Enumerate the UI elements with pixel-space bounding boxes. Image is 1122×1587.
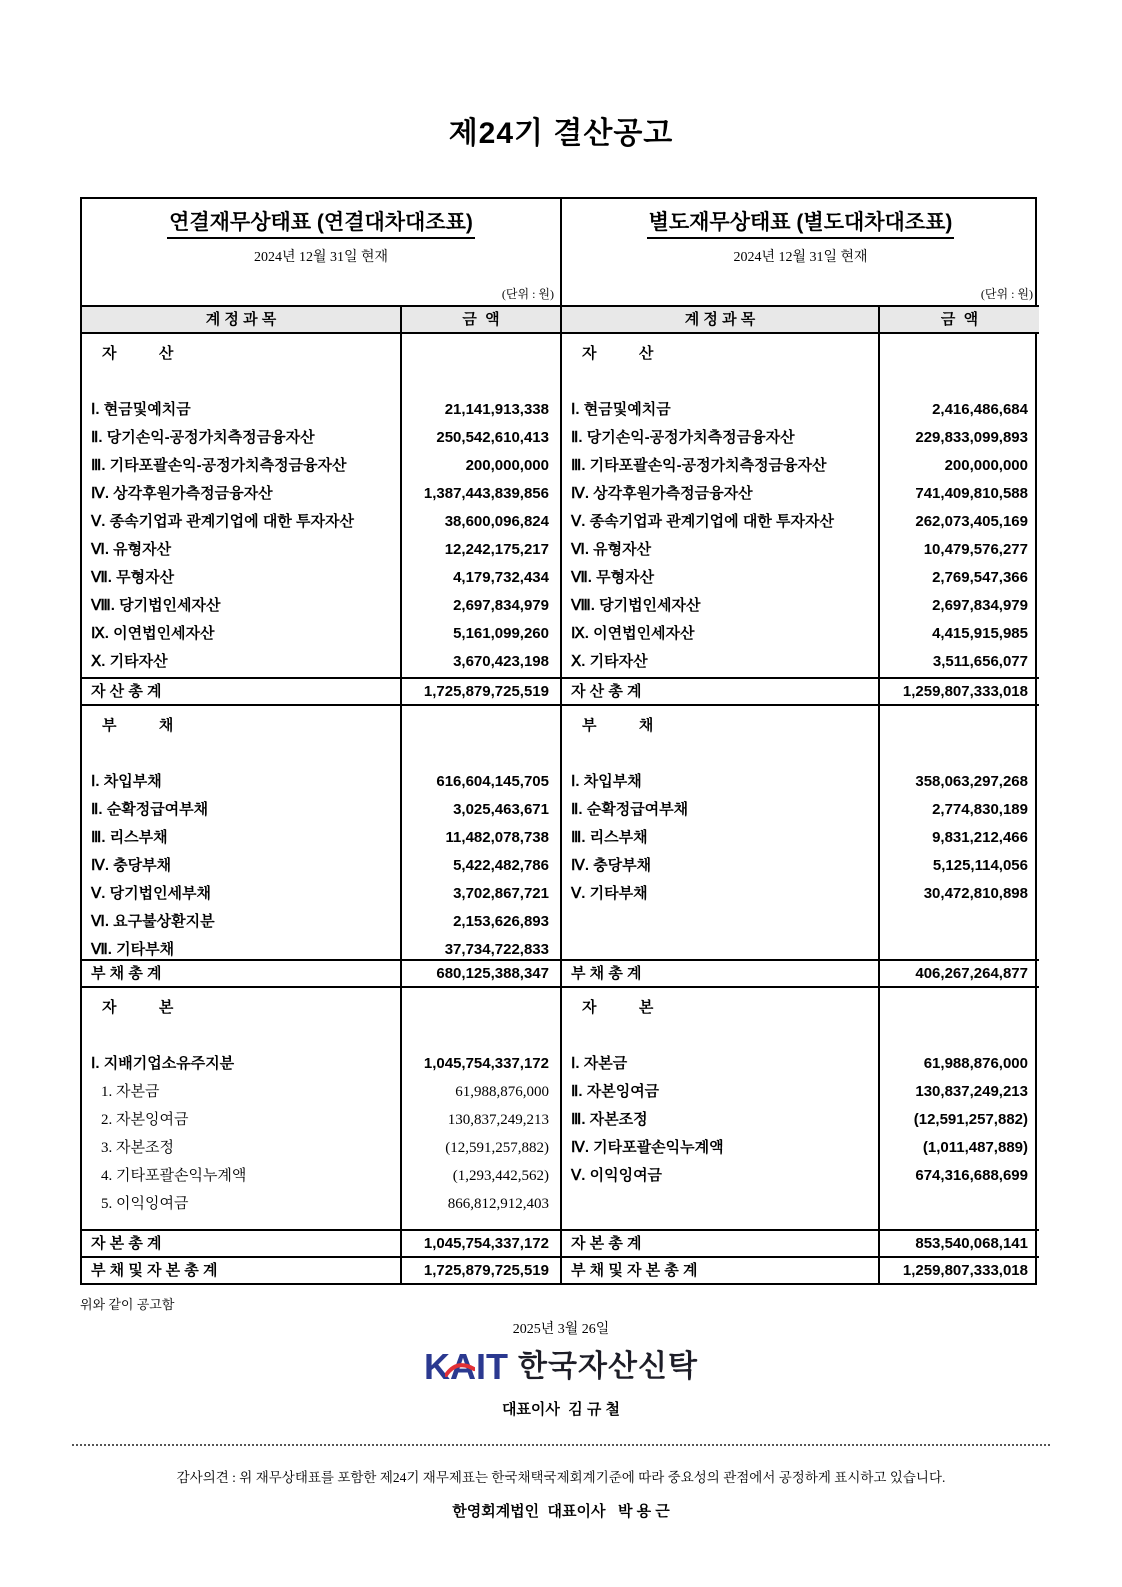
- spacer-line: [562, 740, 878, 768]
- amount-value: 4,415,915,985: [932, 625, 1028, 642]
- account-label: Ⅳ. 상각후원가측정금융자산: [91, 485, 273, 502]
- spacer-line: [402, 740, 560, 768]
- account-label: Ⅲ. 리스부채: [571, 829, 648, 846]
- section-header: 부 채: [582, 717, 655, 734]
- amount-value: 2,697,834,979: [453, 597, 549, 614]
- account-label: Ⅵ. 요구불상환지분: [91, 913, 215, 930]
- amount-value: 262,073,405,169: [915, 513, 1028, 530]
- amount-value: 358,063,297,268: [915, 773, 1028, 790]
- account-label: Ⅶ. 무형자산: [571, 569, 655, 586]
- spacer-line: [402, 994, 560, 1022]
- account-label: Ⅸ. 이연법인세자산: [91, 625, 215, 642]
- amount-value: 2,769,547,366: [932, 569, 1028, 586]
- company-name: 한국자산신탁: [518, 1350, 698, 1383]
- page-title: 제24기 결산공고: [448, 117, 674, 150]
- account-label: Ⅳ. 상각후원가측정금융자산: [571, 485, 753, 502]
- account-label: Ⅲ. 기타포괄손익-공정가치측정금융자산: [91, 457, 347, 474]
- spacer-line: [82, 1022, 400, 1050]
- section-account-cell: [560, 986, 878, 1229]
- kait-logo: [0, 1346, 1122, 1388]
- separate-statement-title: 별도재무상태표 (별도대차대조표): [647, 206, 955, 239]
- dotted-divider: [72, 1444, 1050, 1446]
- separate-statement-header: [560, 199, 1039, 305]
- column-header-amount: 금 액: [400, 305, 560, 332]
- total-amount: 1,725,879,725,519: [400, 677, 560, 704]
- account-label: Ⅴ. 종속기업과 관계기업에 대한 투자자산: [91, 513, 354, 530]
- account-label: 3. 자본조정: [101, 1140, 174, 1156]
- grand-total-label: 부 채 및 자 본 총 계: [82, 1256, 400, 1283]
- amount-value: (1,293,442,562): [452, 1168, 549, 1184]
- account-label: 2. 자본잉여금: [101, 1112, 189, 1128]
- amount-value: 616,604,145,705: [436, 773, 549, 790]
- logo-swoosh-icon: [445, 1361, 475, 1377]
- section-header: 자 본: [582, 999, 655, 1016]
- account-label: Ⅱ. 당기손익-공정가치측정금융자산: [91, 429, 315, 446]
- amount-value: 30,472,810,898: [923, 885, 1028, 902]
- amount-value: 674,316,688,699: [915, 1167, 1028, 1184]
- account-label: Ⅶ. 무형자산: [91, 569, 175, 586]
- account-label: Ⅲ. 기타포괄손익-공정가치측정금융자산: [571, 457, 827, 474]
- amount-value: 21,141,913,338: [444, 401, 549, 418]
- spacer-line: [880, 994, 1039, 1022]
- account-label: Ⅹ. 기타자산: [91, 653, 168, 670]
- amount-value: 741,409,810,588: [915, 485, 1028, 502]
- total-amount: 1,045,754,337,172: [400, 1229, 560, 1256]
- account-label: Ⅰ. 자본금: [571, 1055, 628, 1072]
- grand-total-amount: 1,259,807,333,018: [878, 1256, 1039, 1283]
- section-account-cell: [82, 704, 400, 959]
- column-header-amount: 금 액: [878, 305, 1039, 332]
- amount-value: (12,591,257,882): [445, 1140, 549, 1156]
- amount-value: 3,702,867,721: [453, 885, 549, 902]
- account-label: Ⅳ. 기타포괄손익누계액: [571, 1139, 724, 1156]
- total-label: 자 산 총 계: [560, 677, 878, 704]
- section-amount-cell: [878, 332, 1039, 677]
- amount-value: 61,988,876,000: [923, 1055, 1028, 1072]
- amount-value: 2,697,834,979: [932, 597, 1028, 614]
- consolidated-statement-header: [82, 199, 560, 305]
- account-label: Ⅳ. 충당부채: [571, 857, 652, 874]
- amount-value: (12,591,257,882): [913, 1111, 1028, 1128]
- total-amount: 1,259,807,333,018: [878, 677, 1039, 704]
- section-amount-cell: [400, 704, 560, 959]
- account-label: Ⅴ. 이익잉여금: [571, 1167, 663, 1184]
- consolidated-statement-date: 2024년 12월 31일 현재: [253, 250, 389, 265]
- grand-total-amount: 1,725,879,725,519: [400, 1256, 560, 1283]
- amount-value: 1,387,443,839,856: [423, 485, 549, 502]
- account-label: Ⅰ. 지배기업소유주지분: [91, 1055, 235, 1072]
- spacer-line: [562, 1022, 878, 1050]
- column-header-account: 계 정 과 목: [560, 305, 878, 332]
- amount-value: 61,988,876,000: [455, 1084, 549, 1100]
- total-label: 자 본 총 계: [560, 1229, 878, 1256]
- amount-value: 3,670,423,198: [453, 653, 549, 670]
- amount-value: 250,542,610,413: [436, 429, 549, 446]
- amount-value: 1,045,754,337,172: [423, 1055, 549, 1072]
- publication-date: 2025년 3월 26일: [512, 1322, 610, 1337]
- account-label: 4. 기타포괄손익누계액: [101, 1168, 247, 1184]
- section-header: 자 본: [102, 999, 175, 1016]
- section-header: 부 채: [102, 717, 175, 734]
- account-label: Ⅵ. 유형자산: [571, 541, 652, 558]
- amount-value: 866,812,912,403: [447, 1196, 549, 1212]
- ceo-signature: 대표이사 김 규 철: [501, 1401, 621, 1418]
- account-label: Ⅱ. 순확정급여부채: [571, 801, 689, 818]
- amount-value: 130,837,249,213: [915, 1083, 1028, 1100]
- spacer-line: [562, 368, 878, 396]
- account-label: Ⅹ. 기타자산: [571, 653, 648, 670]
- amount-value: 5,161,099,260: [453, 625, 549, 642]
- section-header: 자 산: [102, 345, 175, 362]
- section-amount-cell: [878, 986, 1039, 1229]
- amount-value: 229,833,099,893: [915, 429, 1028, 446]
- account-label: Ⅴ. 종속기업과 관계기업에 대한 투자자산: [571, 513, 834, 530]
- account-label: Ⅱ. 자본잉여금: [571, 1083, 660, 1100]
- account-label: Ⅱ. 당기손익-공정가치측정금융자산: [571, 429, 795, 446]
- total-label: 부 채 총 계: [560, 959, 878, 986]
- section-header: 자 산: [582, 345, 655, 362]
- amount-value: 3,025,463,671: [453, 801, 549, 818]
- spacer-line: [82, 368, 400, 396]
- total-amount: 680,125,388,347: [400, 959, 560, 986]
- amount-value: 10,479,576,277: [923, 541, 1028, 558]
- total-amount: 406,267,264,877: [878, 959, 1039, 986]
- account-label: Ⅳ. 충당부채: [91, 857, 172, 874]
- account-label: Ⅴ. 기타부채: [571, 885, 648, 902]
- account-label: Ⅵ. 유형자산: [91, 541, 172, 558]
- amount-value: 2,416,486,684: [932, 401, 1028, 418]
- amount-value: 12,242,175,217: [444, 541, 549, 558]
- audit-opinion: 감사의견 : 위 재무상태표를 포함한 제24기 재무제표는 한국채택국제회계기준에 따라 중요성의 관점에서 공정하게 표시하고 있습니다.: [176, 1470, 946, 1485]
- account-label: 5. 이익잉여금: [101, 1196, 189, 1212]
- spacer-line: [402, 340, 560, 368]
- grand-total-label: 부 채 및 자 본 총 계: [560, 1256, 878, 1283]
- amount-value: 130,837,249,213: [447, 1112, 549, 1128]
- consolidated-statement-title: 연결재무상태표 (연결대차대조표): [167, 206, 475, 239]
- spacer-line: [880, 368, 1039, 396]
- spacer-line: [402, 712, 560, 740]
- announcement-note: 위와 같이 공고함: [80, 1297, 175, 1312]
- amount-value: 3,511,656,077: [932, 653, 1028, 670]
- spacer-line: [880, 740, 1039, 768]
- amount-value: (1,011,487,889): [922, 1139, 1028, 1156]
- total-amount: 853,540,068,141: [878, 1229, 1039, 1256]
- section-account-cell: [82, 986, 400, 1229]
- amount-value: 37,734,722,833: [444, 941, 549, 958]
- total-label: 자 본 총 계: [82, 1229, 400, 1256]
- account-label: Ⅰ. 현금및예치금: [571, 401, 671, 418]
- account-label: Ⅰ. 현금및예치금: [91, 401, 191, 418]
- spacer-line: [880, 1022, 1039, 1050]
- section-amount-cell: [400, 332, 560, 677]
- amount-value: 2,774,830,189: [932, 801, 1028, 818]
- account-label: Ⅶ. 기타부채: [91, 941, 175, 958]
- total-label: 자 산 총 계: [82, 677, 400, 704]
- amount-value: 200,000,000: [465, 457, 549, 474]
- amount-value: 2,153,626,893: [453, 913, 549, 930]
- unit-label: (단위 : 원): [501, 287, 554, 301]
- account-label: Ⅷ. 당기법인세자산: [571, 597, 701, 614]
- kait-logo-mark: KAIT: [424, 1346, 509, 1387]
- account-label: 1. 자본금: [101, 1084, 160, 1100]
- account-label: Ⅰ. 차입부채: [91, 773, 162, 790]
- account-label: Ⅴ. 당기법인세부채: [91, 885, 212, 902]
- spacer-line: [880, 340, 1039, 368]
- spacer-line: [82, 740, 400, 768]
- total-label: 부 채 총 계: [82, 959, 400, 986]
- account-label: Ⅱ. 순확정급여부채: [91, 801, 209, 818]
- amount-value: 11,482,078,738: [445, 829, 549, 846]
- account-label: Ⅸ. 이연법인세자산: [571, 625, 695, 642]
- section-amount-cell: [400, 986, 560, 1229]
- account-label: Ⅲ. 리스부채: [91, 829, 168, 846]
- account-label: Ⅷ. 당기법인세자산: [91, 597, 221, 614]
- column-header-account: 계 정 과 목: [82, 305, 400, 332]
- spacer-line: [402, 368, 560, 396]
- section-account-cell: [560, 704, 878, 959]
- amount-value: 200,000,000: [944, 457, 1028, 474]
- amount-value: 5,422,482,786: [453, 857, 549, 874]
- unit-label: (단위 : 원): [980, 287, 1033, 301]
- section-amount-cell: [878, 704, 1039, 959]
- section-account-cell: [82, 332, 400, 677]
- account-label: Ⅰ. 차입부채: [571, 773, 642, 790]
- account-label: Ⅲ. 자본조정: [571, 1111, 648, 1128]
- section-account-cell: [560, 332, 878, 677]
- separate-statement-date: 2024년 12월 31일 현재: [733, 250, 868, 265]
- spacer-line: [402, 1022, 560, 1050]
- auditor-signature: 한영회계법인 대표이사 박 용 근: [452, 1503, 670, 1520]
- spacer-line: [880, 712, 1039, 740]
- amount-value: 9,831,212,466: [932, 829, 1028, 846]
- amount-value: 4,179,732,434: [453, 569, 549, 586]
- amount-value: 38,600,096,824: [444, 513, 549, 530]
- amount-value: 5,125,114,056: [932, 857, 1028, 874]
- financial-table: [80, 197, 1037, 1285]
